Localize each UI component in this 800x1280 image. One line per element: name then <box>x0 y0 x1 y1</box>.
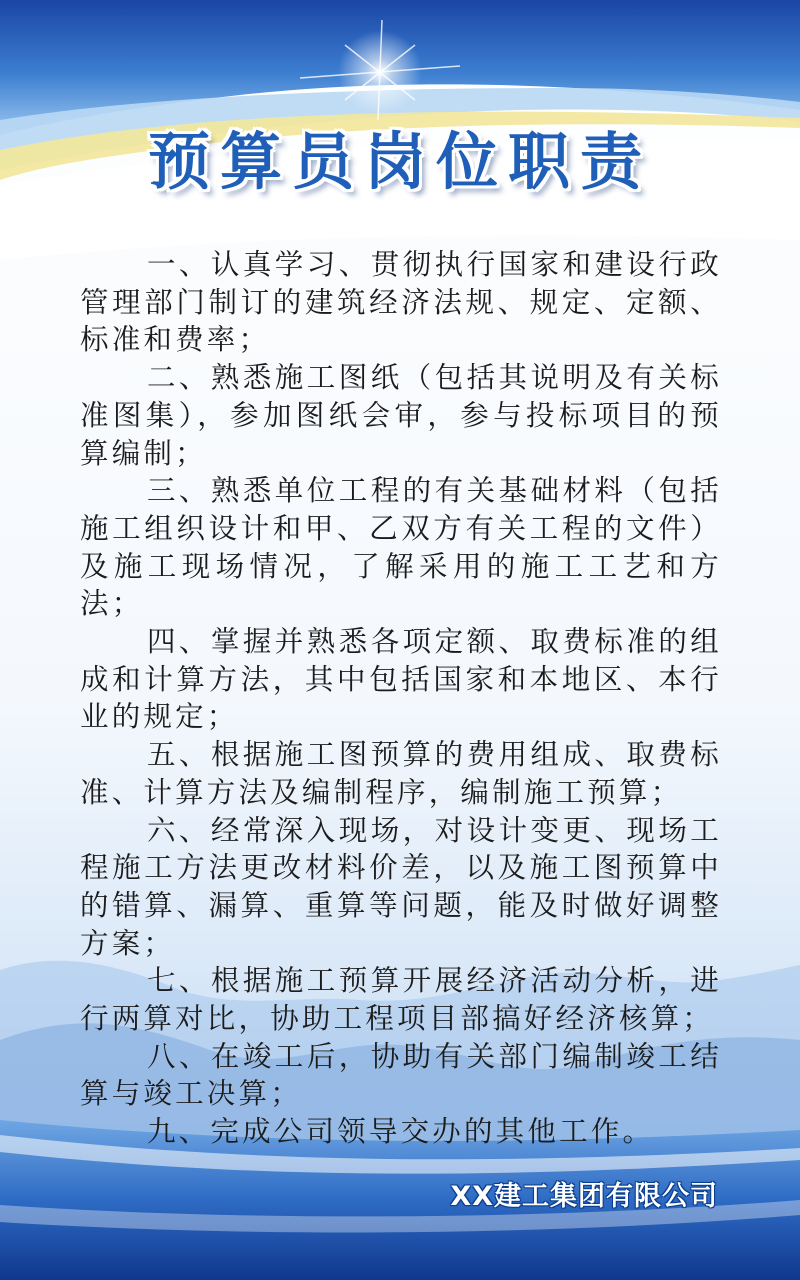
duty-item-3: 三、熟悉单位工程的有关基础材料（包括施工组织设计和甲、乙双方有关工程的文件）及施工现场情况，了解采用的施工工艺和方法； <box>80 474 722 621</box>
duty-item-6: 六、经常深入现场，对设计变更、现场工程施工方法更改材料价差，以及施工图预算中的错算、漏算、重算等问题，能及时做好调整方案； <box>80 813 722 960</box>
duty-item-9: 九、完成公司领导交办的其他工作。 <box>146 1115 655 1149</box>
duty-item-4: 四、掌握并熟悉各项定额、取费标准的组成和计算方法，其中包括国家和本地区、本行业的规定； <box>80 625 722 734</box>
duty-item-8: 八、在竣工后，协助有关部门编制竣工结算与竣工决算； <box>80 1039 722 1111</box>
duty-item-7: 七、根据施工预算开展经济活动分析，进行两算对比，协助工程项目部搞好经济核算； <box>80 964 722 1036</box>
duty-item-1: 一、认真学习、贯彻执行国家和建设行政管理部门制订的建筑经济法规、规定、定额、标准和费率； <box>80 248 722 357</box>
duty-item-2: 二、熟悉施工图纸（包括其说明及有关标准图集），参加图纸会审，参与投标项目的预算编制； <box>80 361 722 470</box>
duty-item-5: 五、根据施工图预算的费用组成、取费标准、计算方法及编制程序，编制施工预算； <box>80 738 722 809</box>
duty-list <box>80 246 722 1151</box>
poster-title: 预算员岗位职责 <box>147 125 652 198</box>
company-name: XX建工集团有限公司 <box>450 1181 718 1212</box>
